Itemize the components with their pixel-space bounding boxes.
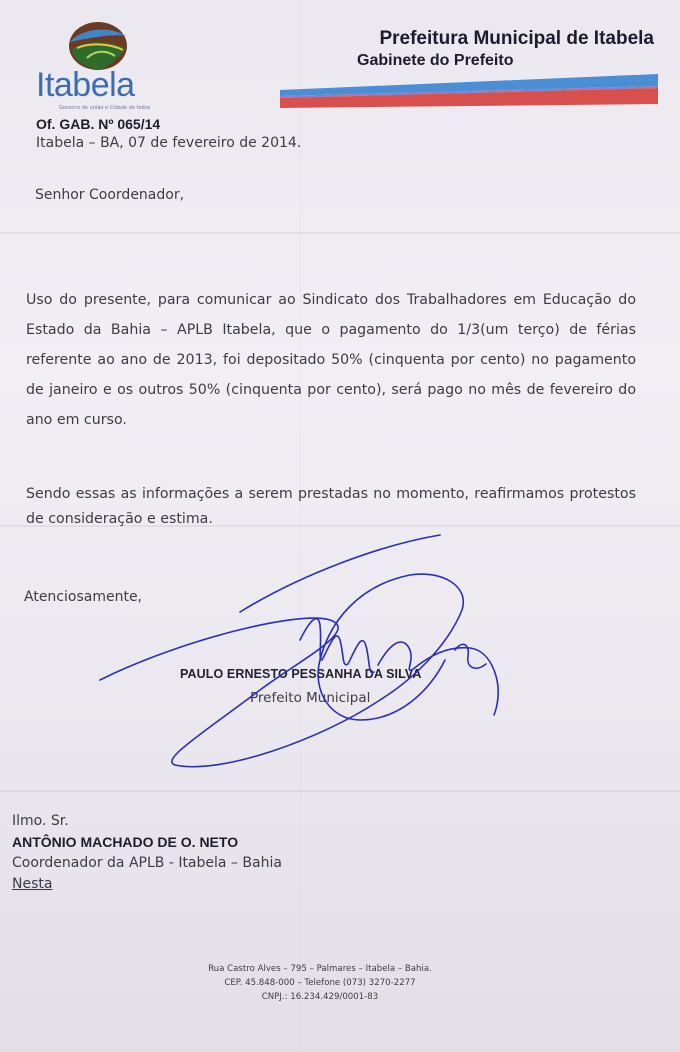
letter-footer — [140, 962, 500, 1004]
body-paragraph: Uso do presente, para comunicar ao Sindicato dos Trabalhadores em Educação do Estado da Bahia – APLB Itabela, que o pagamento do 1/3(um terço) de férias referente ao ano de 2013, foi depositado 50% (cinquenta por cento) no pagamento de janeiro e os outros 50% (cinquenta por cento), será pago no mês de fevereiro do ano em curso. — [26, 292, 636, 428]
closing: Atenciosamente, — [24, 589, 143, 605]
letter-reference: Of. GAB. Nº 065/14 — [36, 116, 161, 132]
letterhead-title: Prefeitura Municipal de Itabela — [379, 28, 654, 49]
recipient-position: Coordenador da APLB - Itabela – Bahia — [12, 855, 282, 871]
recipient-honorific: Ilmo. Sr. — [12, 813, 69, 829]
recipient-block — [12, 811, 282, 895]
footer-cnpj: CNPJ.: 16.234.429/0001-83 — [261, 992, 379, 1002]
itabela-logo — [34, 20, 169, 112]
paper-fold — [0, 790, 680, 792]
recipient-name: ANTÔNIO MACHADO DE O. NETO — [12, 834, 239, 850]
footer-address: Rua Castro Alves – 795 – Palmares – Itabela – Bahia. — [208, 964, 432, 974]
recipient-location: Nesta — [12, 876, 53, 892]
logo-wordmark: Itabela — [36, 66, 135, 104]
body-paragraph: Sendo essas as informações a serem prestadas no momento, reafirmamos protestos de consideração e estima. — [26, 486, 636, 527]
paper-fold — [0, 232, 680, 234]
flag-stripes — [280, 74, 658, 108]
logo-tagline: Governo de união e Cidade de todos — [59, 105, 151, 111]
salutation: Senhor Coordenador, — [35, 187, 185, 203]
place-date: Itabela – BA, 07 de fevereiro de 2014. — [36, 135, 302, 151]
letterhead — [280, 28, 658, 69]
signer-name: PAULO ERNESTO PESSANHA DA SILVA — [180, 667, 422, 681]
footer-cep-phone: CEP. 45.848-000 – Telefone (073) 3270-2277 — [224, 978, 416, 988]
signer-role: Prefeito Municipal — [250, 690, 371, 706]
letterhead-subtitle: Gabinete do Prefeito — [357, 52, 514, 69]
